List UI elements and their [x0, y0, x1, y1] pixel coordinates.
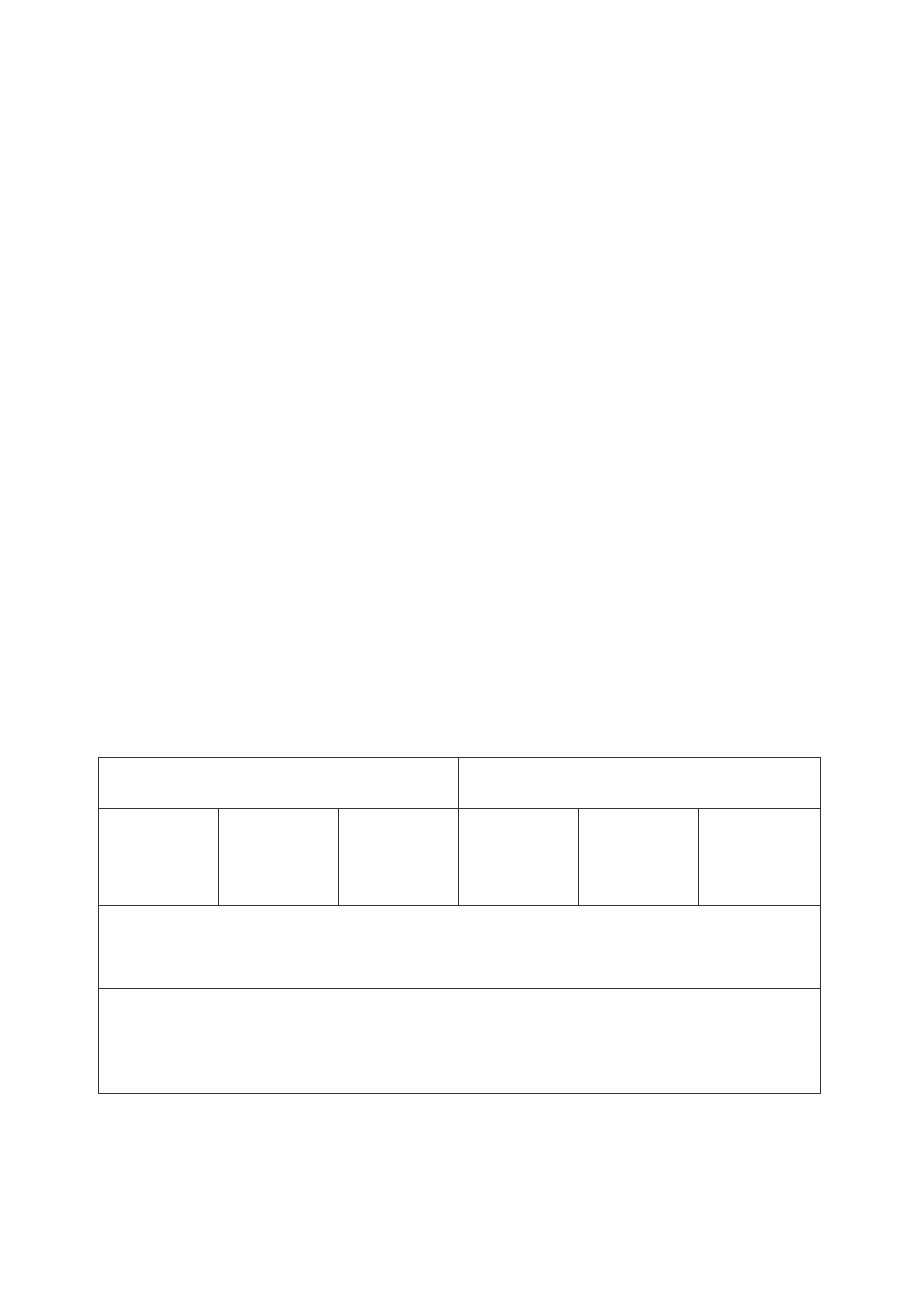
dept-cell	[99, 758, 459, 809]
risk-cell	[99, 989, 821, 1094]
coop-value	[459, 809, 579, 906]
post-cell	[459, 758, 821, 809]
manage-value	[699, 809, 821, 906]
manage-label	[579, 809, 699, 906]
job-info-table	[98, 757, 821, 1094]
coop-label	[339, 809, 459, 906]
equipment-cell	[99, 906, 821, 989]
report-label	[99, 809, 219, 906]
report-value	[219, 809, 339, 906]
